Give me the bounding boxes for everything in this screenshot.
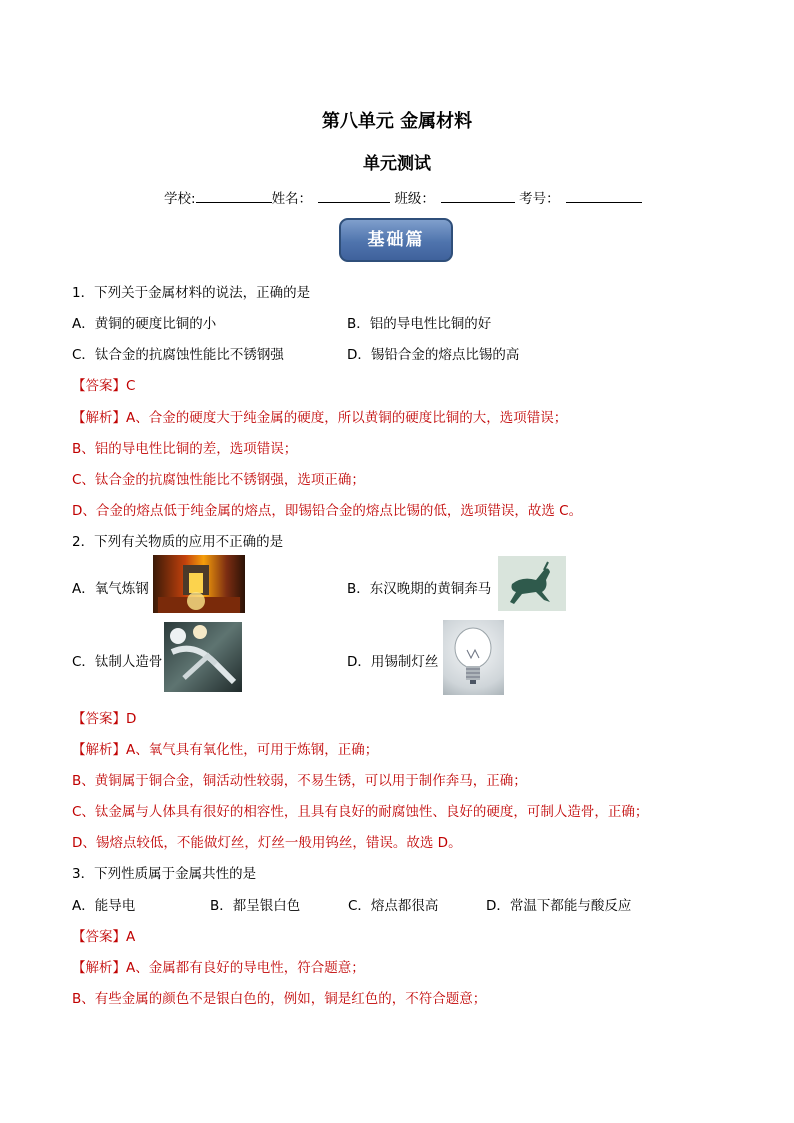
steelmaking-image (153, 555, 245, 613)
school-label: 学校: (164, 191, 196, 207)
q1-analysis-line: B、铝的导电性比铜的差，选项错误； (72, 441, 298, 457)
q1-analysis-line: D、合金的熔点低于纯金属的熔点，即锡铅合金的熔点比锡的低，选项错误，故选 C。 (72, 503, 583, 519)
q2-analysis-line: 【解析】A、氧气具有氧化性，可用于炼钢，正确； (72, 742, 379, 758)
q2-analysis-line: B、黄铜属于铜合金，铜活动性较弱，不易生锈，可以用于制作奔马，正确； (72, 773, 527, 789)
q1-analysis-line: 【解析】A、合金的硬度大于纯金属的硬度，所以黄铜的硬度比铜的大，选项错误； (72, 410, 568, 426)
bronze-horse-image (498, 556, 566, 611)
class-blank[interactable] (441, 190, 515, 203)
q3-analysis-line: B、有些金属的颜色不是银白色的，例如，铜是红色的，不符合题意； (72, 991, 487, 1007)
q2-option-d: D．用锡制灯丝 (347, 654, 439, 670)
page-subtitle: 单元测试 (363, 154, 431, 174)
exam-no-blank[interactable] (566, 190, 642, 203)
page-title: 第八单元 金属材料 (321, 111, 473, 132)
q3-analysis-line: 【解析】A、金属都有良好的导电性，符合题意； (72, 960, 365, 976)
q1-option-a: A．黄铜的硬度比铜的小 (72, 316, 217, 332)
q3-option-c: C．熔点都很高 (348, 898, 439, 914)
q1-stem: 1．下列关于金属材料的说法，正确的是 (72, 285, 311, 301)
q2-option-c: C．钛制人造骨 (72, 654, 163, 670)
q3-option-b: B．都呈银白色 (210, 898, 301, 914)
q2-answer: 【答案】D (72, 711, 137, 727)
q3-answer: 【答案】A (72, 929, 136, 945)
q1-analysis-line: C、钛合金的抗腐蚀性能比不锈钢强，选项正确； (72, 472, 365, 488)
q1-answer: 【答案】C (72, 378, 136, 394)
q2-stem: 2．下列有关物质的应用不正确的是 (72, 534, 284, 550)
q1-option-c: C．钛合金的抗腐蚀性能比不锈钢强 (72, 347, 284, 363)
name-label: 姓名： (271, 191, 313, 207)
section-banner: 基础篇 (339, 218, 453, 262)
exam-no-label: 考号： (519, 191, 560, 207)
q3-option-a: A．能导电 (72, 898, 136, 914)
q3-stem: 3．下列性质属于金属共性的是 (72, 866, 257, 882)
q2-analysis-line: C、钛金属与人体具有很好的相容性，且具有良好的耐腐蚀性、良好的硬度，可制人造骨，正确； (72, 804, 649, 820)
class-label: 班级： (394, 191, 435, 207)
info-fields (164, 187, 642, 207)
q2-option-a: A．氧气炼钢 (72, 581, 149, 597)
name-blank[interactable] (318, 190, 390, 203)
q2-analysis-line: D、锡熔点较低，不能做灯丝，灯丝一般用钨丝，错误。故选 D。 (72, 835, 462, 851)
q2-option-b: B．东汉晚期的黄铜奔马 (347, 581, 492, 597)
q1-option-b: B．铝的导电性比铜的好 (347, 316, 492, 332)
q1-option-d: D．锡铅合金的熔点比锡的高 (347, 347, 520, 363)
q3-option-d: D．常温下都能与酸反应 (486, 898, 632, 914)
titanium-bone-image (164, 622, 242, 692)
light-bulb-image (443, 620, 504, 695)
school-blank[interactable] (196, 190, 272, 203)
